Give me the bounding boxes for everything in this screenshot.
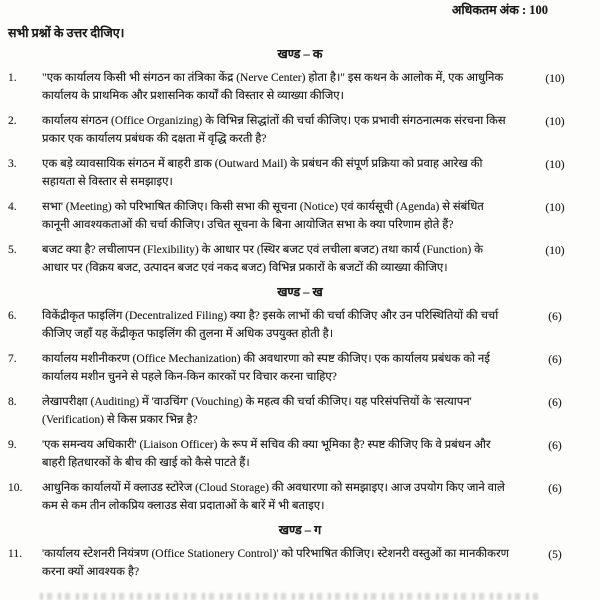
question-1 — [0, 69, 600, 105]
question-text: लेखापरीक्षा (Auditing) में 'वाउचिंग' (Vouching) के महत्व की चर्चा कीजिए। यह परिसंपत्तियों के 'सत्यापन' (Verification) से किस प्रकार भिन्न है? — [42, 396, 472, 426]
question-6 — [0, 307, 600, 343]
question-number: 11. — [8, 548, 22, 560]
question-number: 8. — [8, 396, 17, 408]
question-number: 2. — [8, 115, 17, 127]
question-text: कार्यालय संगठन (Office Organizing) के विभिन्न सिद्धांतों की चर्चा कीजिए। एक प्रभावी संगठनात्मक संरचना किस प्रकार एक कार्यालय प्रबंधक की दक्षता में वृद्धि करती है? — [42, 115, 506, 145]
question-marks: (6) — [548, 397, 562, 409]
question-marks: (6) — [548, 440, 562, 452]
question-10 — [0, 479, 600, 515]
section-a-title: खण्ड – क — [277, 47, 323, 61]
question-text: कार्यालय मशीनीकरण (Office Mechanization) की अवधारणा को स्पष्ट कीजिए। एक कार्यालय प्रबंधक को नई कार्यालय मशीन चुनने से पहले किन-किन कारकों पर विचार करना चाहिए? — [42, 353, 490, 383]
question-number: 9. — [8, 439, 17, 451]
question-text: "एक कार्यालय किसी भी संगठन का तंत्रिका केंद्र (Nerve Center) होता है।" इस कथन के आलोक में, एक आधुनिक कार्यालय के प्राथमिक और प्रशासनिक कार्यों की विस्तार से व्याख्या कीजिए। — [42, 72, 504, 102]
question-marks: (10) — [545, 202, 565, 214]
question-marks: (6) — [548, 354, 562, 366]
question-number: 10. — [8, 482, 23, 494]
question-marks: (6) — [548, 483, 562, 495]
question-marks: (10) — [545, 159, 565, 171]
question-number: 1. — [8, 72, 17, 84]
question-marks: (5) — [548, 549, 562, 561]
question-3 — [0, 155, 600, 191]
question-text: बजट क्या है? लचीलापन (Flexibility) के आधार पर (स्थिर बजट एवं लचीला बजट) तथा कार्य (Function) के आधार पर (विक्रय बजट, उत्पादन बजट एवं नकद बजट) विभिन्न प्रकारों के बजटों की व्याख्या कीजिए। — [42, 244, 483, 274]
question-7 — [0, 350, 600, 386]
max-marks: अधिकतम अंक : 100 — [451, 3, 548, 17]
question-marks: (10) — [545, 116, 565, 128]
question-5 — [0, 241, 600, 277]
section-b-title: खण्ड – ख — [277, 285, 323, 299]
question-number: 3. — [8, 158, 17, 170]
question-text: 'कार्यालय स्टेशनरी नियंत्रण (Office Stationery Control)' को परिभाषित कीजिए। स्टेशनरी वस्तुओं का मानकीकरण करना क्यों आवश्यक है? — [42, 548, 509, 578]
instruction-line: सभी प्रश्नों के उत्तर दीजिए। — [8, 26, 125, 40]
question-text: विकेंद्रीकृत फाइलिंग (Decentralized Filing) क्या है? इसके लाभों की चर्चा कीजिए और उन परिस्थितियों की चर्चा कीजिए जहाँ यह केंद्रीकृत फाइलिंग की तुलना में अधिक उपयुक्त होती है। — [42, 310, 499, 340]
question-text: सभा' (Meeting) को परिभाषित कीजिए। किसी सभा की सूचना (Notice) एवं कार्यसूची (Agenda) से संबंधित कानूनी आवश्यकताओं की चर्चा कीजिए। उचित सूचना के बिना आयोजित सभा के क्या परिणाम होते हैं? — [42, 201, 484, 231]
question-text: 'एक समन्वय अधिकारी' (Liaison Officer) के रूप में सचिव की क्या भूमिका है? स्पष्ट कीजिए कि वे प्रबंधन और बाहरी हितधारकों के बीच की खाई को कैसे पाटते हैं। — [42, 439, 491, 469]
question-9 — [0, 436, 600, 472]
question-11 — [0, 545, 600, 581]
section-c-title: खण्ड – ग — [278, 523, 322, 537]
question-4 — [0, 198, 600, 234]
question-marks: (6) — [548, 311, 562, 323]
question-text: एक बड़े व्यावसायिक संगठन में बाहरी डाक (Outward Mail) के प्रबंधन की संपूर्ण प्रक्रिया को प्रवाह आरेख की सहायता से विस्तार से समझाइए। — [42, 158, 483, 188]
question-number: 7. — [8, 353, 17, 365]
question-text: आधुनिक कार्यालयों में क्लाउड स्टोरेज (Cloud Storage) की अवधारणा को समझाइए। आज उपयोग किए जाने वाले कम से कम तीन लोकप्रिय क्लाउड सेवा प्रदाताओं के बारें में भी बताइए। — [42, 482, 505, 512]
question-number: 4. — [8, 201, 17, 213]
question-8 — [0, 393, 600, 429]
question-number: 5. — [8, 244, 17, 256]
question-number: 6. — [8, 310, 17, 322]
cutoff-next-line-ghost — [40, 593, 540, 600]
question-marks: (10) — [545, 73, 565, 85]
question-marks: (10) — [545, 245, 565, 257]
question-2 — [0, 112, 600, 148]
